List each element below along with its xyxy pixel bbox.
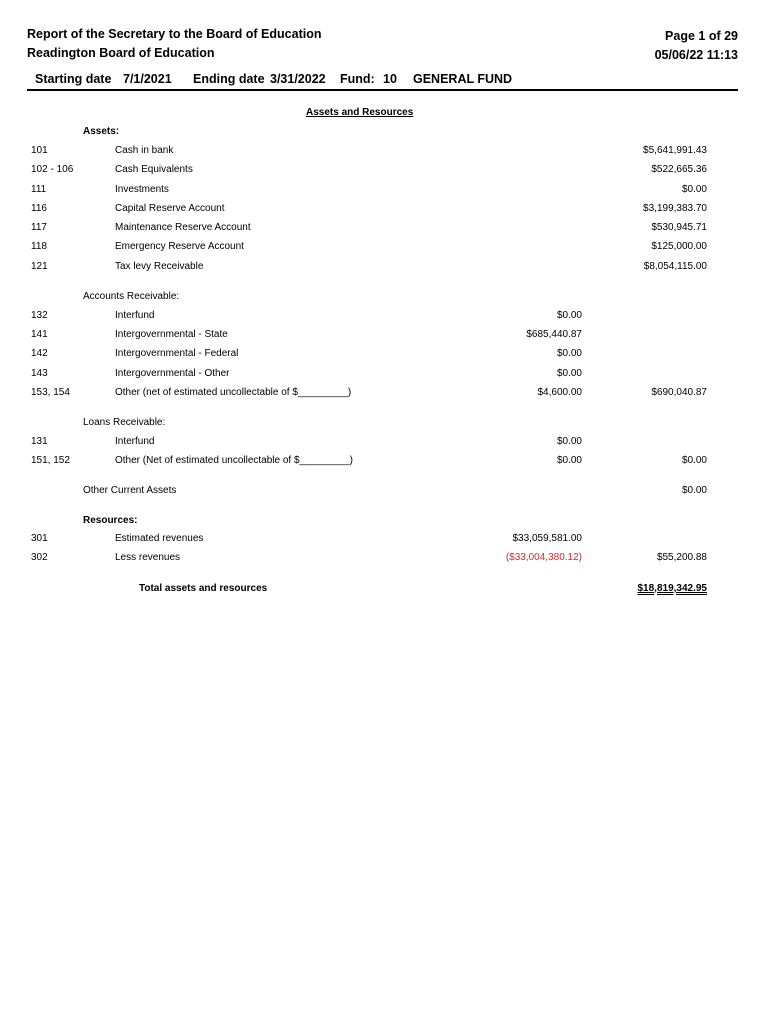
resource-row bbox=[0, 533, 770, 549]
account-number: 118 bbox=[31, 241, 47, 252]
fund-label: Fund: bbox=[340, 72, 375, 86]
account-number: 121 bbox=[31, 261, 48, 272]
account-number: 142 bbox=[31, 348, 48, 359]
account-amount: $0.00 bbox=[556, 455, 582, 466]
account-description: Intergovernmental - Federal bbox=[115, 348, 239, 359]
account-number: 302 bbox=[31, 552, 48, 563]
account-amount: $5,641,991.43 bbox=[643, 145, 707, 156]
receivable-row bbox=[0, 310, 770, 326]
account-amount: $685,440.87 bbox=[526, 329, 582, 340]
account-amount: $530,945.71 bbox=[651, 222, 707, 233]
account-amount: $0.00 bbox=[556, 310, 582, 321]
account-description: Cash Equivalents bbox=[115, 164, 193, 175]
asset-row bbox=[0, 203, 770, 219]
account-description: Interfund bbox=[115, 310, 155, 321]
account-amount: $522,665.36 bbox=[651, 164, 707, 175]
resource-row bbox=[0, 552, 770, 568]
account-number: 102 - 106 bbox=[31, 164, 74, 175]
account-amount: $33,059,581.00 bbox=[512, 533, 582, 544]
account-description: Investments bbox=[115, 184, 169, 195]
account-amount: $4,600.00 bbox=[537, 387, 582, 398]
account-description: Less revenues bbox=[115, 552, 181, 563]
account-description: Cash in bank bbox=[115, 145, 174, 156]
asset-row bbox=[0, 261, 770, 277]
account-number: 132 bbox=[31, 310, 48, 321]
asset-row bbox=[0, 241, 770, 257]
other-current-assets-label: Other Current Assets bbox=[83, 485, 177, 496]
account-number: 111 bbox=[31, 184, 47, 195]
subtotal-amount: $0.00 bbox=[681, 455, 707, 466]
account-description: Other (Net of estimated uncollectable of $_________) bbox=[115, 455, 353, 466]
total-amount: $18,819,342.95 bbox=[637, 583, 707, 594]
ending-date-label: Ending date bbox=[193, 72, 265, 86]
account-number: 151, 152 bbox=[31, 455, 70, 466]
account-number: 101 bbox=[31, 145, 48, 156]
starting-date: 7/1/2021 bbox=[123, 72, 172, 86]
account-description: Other (net of estimated uncollectable of $_________) bbox=[115, 387, 352, 398]
receivable-row bbox=[0, 348, 770, 364]
total-row bbox=[0, 583, 770, 599]
account-description: Maintenance Reserve Account bbox=[115, 222, 251, 233]
subtotal-amount: $0.00 bbox=[681, 485, 707, 496]
loan-row bbox=[0, 455, 770, 471]
account-number: 301 bbox=[31, 533, 48, 544]
account-amount: $0.00 bbox=[681, 184, 707, 195]
header-divider bbox=[27, 89, 738, 91]
account-description: Estimated revenues bbox=[115, 533, 204, 544]
loan-row bbox=[0, 436, 770, 452]
page-number: Page 1 of 29 bbox=[665, 29, 738, 43]
receivable-row bbox=[0, 368, 770, 384]
account-description: Intergovernmental - State bbox=[115, 329, 228, 340]
asset-row bbox=[0, 222, 770, 238]
total-label: Total assets and resources bbox=[139, 583, 268, 594]
other-current-assets-row bbox=[0, 485, 770, 501]
account-description: Interfund bbox=[115, 436, 155, 447]
account-amount: $0.00 bbox=[556, 436, 582, 447]
asset-row bbox=[0, 184, 770, 200]
account-number: 143 bbox=[31, 368, 48, 379]
subtotal-amount: $690,040.87 bbox=[651, 387, 707, 398]
accounts-receivable-label: Accounts Receivable: bbox=[83, 291, 180, 302]
starting-date-label: Starting date bbox=[35, 72, 112, 86]
ending-date: 3/31/2022 bbox=[270, 72, 326, 86]
receivable-row bbox=[0, 387, 770, 403]
account-amount: $8,054,115.00 bbox=[643, 261, 707, 272]
section-title: Assets and Resources bbox=[306, 107, 414, 118]
account-amount: $125,000.00 bbox=[651, 241, 707, 252]
account-description: Capital Reserve Account bbox=[115, 203, 225, 214]
subtotal-amount: $55,200.88 bbox=[656, 552, 707, 563]
report-title: Report of the Secretary to the Board of Education bbox=[27, 27, 322, 41]
fund-name: GENERAL FUND bbox=[413, 72, 513, 86]
account-number: 116 bbox=[31, 203, 47, 214]
account-description: Tax levy Receivable bbox=[115, 261, 204, 272]
asset-row bbox=[0, 145, 770, 161]
board-name: Readington Board of Education bbox=[27, 46, 215, 60]
account-number: 117 bbox=[31, 222, 47, 233]
assets-label: Assets: bbox=[83, 126, 120, 137]
account-number: 141 bbox=[31, 329, 48, 340]
account-description: Emergency Reserve Account bbox=[115, 241, 244, 252]
account-amount: $0.00 bbox=[556, 368, 582, 379]
asset-row bbox=[0, 164, 770, 180]
loans-receivable-label: Loans Receivable: bbox=[83, 417, 166, 428]
fund-number: 10 bbox=[383, 72, 397, 86]
account-description: Intergovernmental - Other bbox=[115, 368, 230, 379]
resources-label: Resources: bbox=[83, 515, 138, 526]
receivable-row bbox=[0, 329, 770, 345]
account-number: 153, 154 bbox=[31, 387, 70, 398]
account-amount: $0.00 bbox=[556, 348, 582, 359]
account-number: 131 bbox=[31, 436, 48, 447]
report-datetime: 05/06/22 11:13 bbox=[654, 48, 738, 62]
negative-amount: ($33,004,380.12) bbox=[505, 552, 582, 563]
account-amount: $3,199,383.70 bbox=[643, 203, 707, 214]
